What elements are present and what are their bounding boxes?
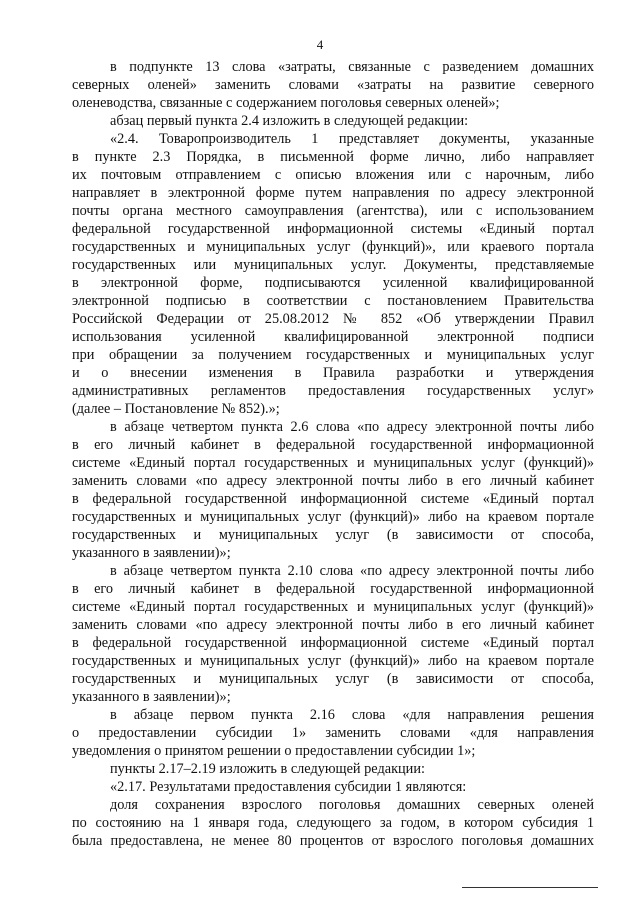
text-line: заменить словами «по адресу электронной почты либо в его личный кабинет — [72, 617, 594, 633]
text-line: в абзаце первом пункта 2.16 слова «для направления решения — [110, 707, 594, 723]
text-line: в федеральной государственной информационной системе «Единый портал — [72, 635, 594, 651]
text-line: государственных и муниципальных услуг (функций)» либо на краевом портале — [72, 509, 594, 525]
text-line: государственных и муниципальных услуг (функций)», или краевого портала — [72, 239, 594, 255]
text-line: системе «Единый портал государственных и муниципальных услуг (функций)» — [72, 599, 594, 615]
text-line: «2.4. Товаропроизводитель 1 представляет документы, указанные — [110, 131, 594, 147]
text-line: электронной подписью в соответствии с постановлением Правительства — [72, 293, 594, 309]
footer-divider — [462, 887, 598, 888]
text-line: абзац первый пункта 2.4 изложить в следующей редакции: — [110, 113, 469, 129]
text-line: и о внесении изменения в Правила разработки и утверждения — [72, 365, 594, 381]
text-line: государственных и муниципальных услуг (в зависимости от способа, — [72, 527, 594, 543]
text-line: их почтовым отправлением с описью вложения или с нарочным, либо — [72, 167, 594, 183]
text-line: в пункте 2.3 Порядка, в письменной форме лично, либо направляет — [72, 149, 594, 165]
text-line: Российской Федерации от 25.08.2012 № 852 «Об утверждении Правил — [72, 311, 594, 327]
text-line: пункты 2.17–2.19 изложить в следующей редакции: — [110, 761, 425, 777]
text-line: направляет в электронной форме путем направления по адресу электронной — [72, 185, 594, 201]
text-line: государственных и муниципальных услуг (функций)» либо на краевом портале — [72, 653, 594, 669]
text-line: использования усиленной квалифицированной электронной подписи — [72, 329, 594, 345]
text-line: в федеральной государственной информационной системе «Единый портал — [72, 491, 594, 507]
text-line: в абзаце четвертом пункта 2.6 слова «по адресу электронной почты либо — [110, 419, 594, 435]
text-line: в абзаце четвертом пункта 2.10 слова «по адресу электронной почты либо — [110, 563, 594, 579]
text-line: (далее – Постановление № 852).»; — [72, 401, 280, 417]
page-number: 4 — [316, 37, 324, 52]
text-line: по состоянию на 1 января года, следующего за годом, в котором субсидия 1 — [72, 815, 594, 831]
text-line: административных регламентов предоставления государственных услуг» — [72, 383, 594, 399]
text-line: доля сохранения взрослого поголовья домашних северных оленей — [110, 797, 594, 813]
text-line: о предоставлении субсидии 1» заменить словами «для направления — [72, 725, 594, 741]
text-line: в подпункте 13 слова «затраты, связанные с разведением домашних — [110, 59, 594, 75]
text-line: в электронной форме, подписываются усиленной квалифицированной — [72, 275, 594, 291]
text-line: северных оленей» заменить словами «затраты на развитие северного — [72, 77, 594, 93]
text-line: системе «Единый портал государственных и муниципальных услуг (функций)» — [72, 455, 594, 471]
document-body — [72, 58, 594, 850]
text-line: оленеводства, связанные с содержанием поголовья северных оленей»; — [72, 95, 500, 111]
text-line: в его личный кабинет в федеральной государственной информационной — [72, 581, 594, 597]
text-line: в его личный кабинет в федеральной государственной информационной — [72, 437, 594, 453]
text-line: «2.17. Результатами предоставления субсидии 1 являются: — [110, 779, 467, 795]
text-line: была предоставлена, не менее 80 процентов от взрослого поголовья домашних — [72, 833, 594, 849]
text-line: при обращении за получением государственных и муниципальных услуг — [72, 347, 594, 363]
text-line: уведомления о принятом решении о предоставлении субсидии 1»; — [72, 743, 476, 759]
text-line: федеральной государственной информационной системы «Единый портал — [72, 221, 594, 237]
text-line: почты органа местного самоуправления (агентства), или с использованием — [72, 203, 594, 219]
text-line: указанного в заявлении)»; — [72, 689, 231, 705]
text-line: государственных и муниципальных услуг (в зависимости от способа, — [72, 671, 594, 687]
text-line: указанного в заявлении)»; — [72, 545, 231, 561]
text-line: заменить словами «по адресу электронной почты либо в его личный кабинет — [72, 473, 594, 489]
text-line: государственных или муниципальных услуг. Документы, представляемые — [72, 257, 594, 273]
